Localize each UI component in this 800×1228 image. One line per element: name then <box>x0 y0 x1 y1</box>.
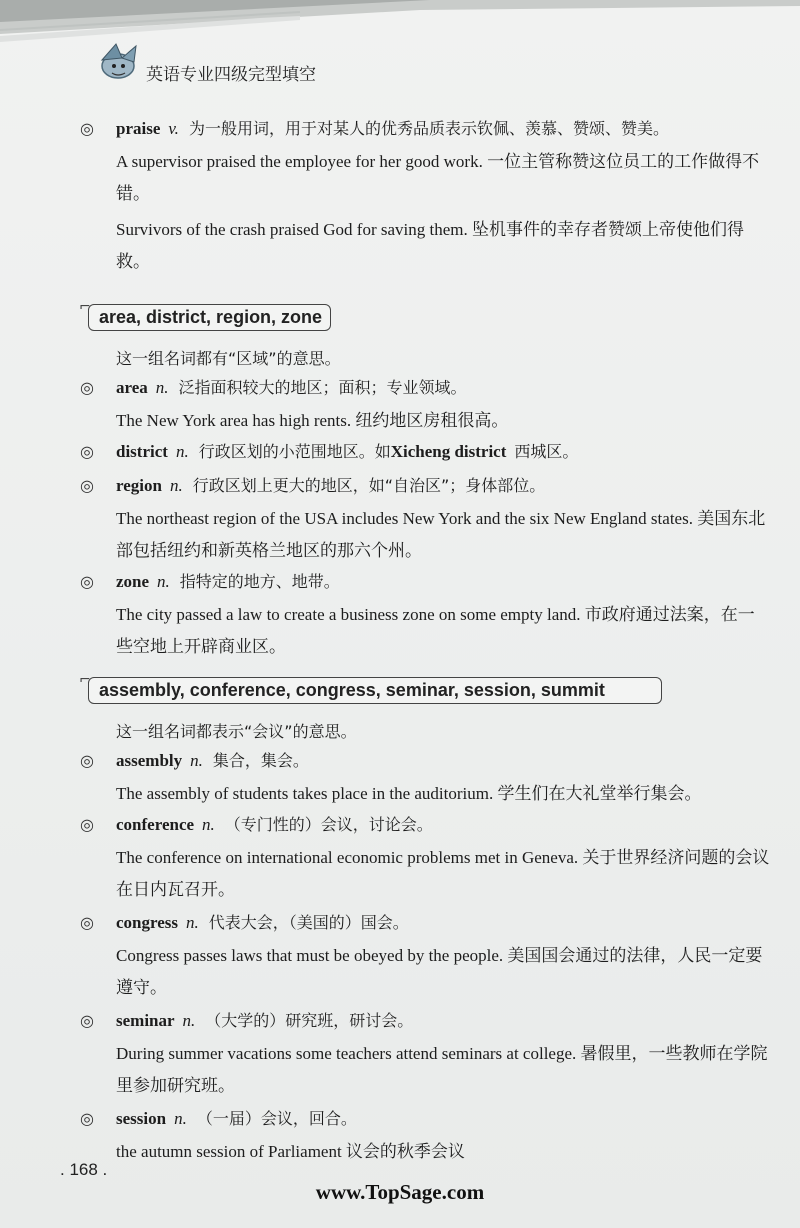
section-heading-area <box>79 299 770 331</box>
example-sentence: A supervisor praised the employee for her good work. 一位主管称赞这位员工的工作做得不错。 <box>116 152 760 203</box>
entry-pos: n. <box>157 572 170 591</box>
entry-pos: n. <box>175 442 189 461</box>
entry-definition: 行政区划的小范围地区。如 <box>198 442 391 461</box>
entry-definition: 指特定的地方、地带。 <box>179 572 340 591</box>
bullet-icon: ◎ <box>80 1011 94 1030</box>
example-sentence: Congress passes laws that must be obeyed by the people. 美国国会通过的法律，人民一定要遵守。 <box>116 946 763 997</box>
example-sentence: The city passed a law to create a business zone on some empty land. 市政府通过法案，在一些空地上开辟商业区。 <box>116 605 755 656</box>
entry-word: congress <box>116 913 179 932</box>
curl-icon: ⌐ <box>79 299 91 315</box>
section-heading-text: assembly, conference, congress, seminar, session, summit <box>99 680 605 700</box>
entry-word: seminar <box>116 1011 175 1030</box>
bullet-icon: ◎ <box>80 119 94 138</box>
example-sentence: Survivors of the crash praised God for saving them. 坠机事件的幸存者赞颂上帝使他们得救。 <box>116 220 744 271</box>
page-number: . 168 . <box>60 1160 108 1179</box>
bullet-icon: ◎ <box>80 815 94 834</box>
bullet-icon: ◎ <box>80 476 94 495</box>
entry-congress <box>80 910 770 936</box>
bullet-icon: ◎ <box>80 378 94 397</box>
entry-definition-term: Xicheng district <box>390 442 507 461</box>
curl-icon: ⌐ <box>79 672 91 688</box>
example-sentence: The northeast region of the USA includes New York and the six New England states. 美国东北部包括纽约和新英格兰地区的那六个州。 <box>116 509 766 560</box>
entry-district <box>80 439 770 465</box>
bullet-icon: ◎ <box>80 913 94 932</box>
entry-session <box>80 1106 770 1132</box>
entry-conference <box>80 812 770 838</box>
entry-pos: n. <box>182 1011 196 1030</box>
bullet-icon: ◎ <box>80 442 94 461</box>
entry-definition-tail: 西城区。 <box>514 442 579 461</box>
bullet-icon: ◎ <box>80 1109 94 1128</box>
entry-pos: v. <box>168 119 179 138</box>
example-sentence: The assembly of students takes place in the auditorium. 学生们在大礼堂举行集会。 <box>116 784 702 803</box>
section-intro: 这一组名词都表示“会议”的意思。 <box>116 722 357 741</box>
entry-definition: （一届）会议，回合。 <box>196 1109 357 1128</box>
entry-definition: （大学的）研究班，研讨会。 <box>205 1011 414 1030</box>
entry-pos: n. <box>169 476 183 495</box>
example-sentence: the autumn session of Parliament 议会的秋季会议 <box>116 1142 465 1161</box>
entry-definition: 代表大会，（美国的）国会。 <box>208 913 409 932</box>
entry-definition: 行政区划上更大的地区，如“自治区”；身体部位。 <box>192 476 546 495</box>
mascot-icon <box>92 40 142 84</box>
entry-assembly <box>80 748 770 774</box>
entry-word: zone <box>116 572 150 591</box>
entry-word: area <box>116 378 148 397</box>
bullet-icon: ◎ <box>80 572 94 591</box>
content <box>80 110 770 1168</box>
section-heading-text: area, district, region, zone <box>99 307 323 327</box>
entry-word: praise <box>116 119 161 138</box>
entry-word: session <box>116 1109 167 1128</box>
site-link[interactable]: www.TopSage.com <box>315 1180 485 1204</box>
entry-word: region <box>116 476 162 495</box>
entry-word: assembly <box>116 751 183 770</box>
entry-pos: n. <box>174 1109 187 1128</box>
entry-praise <box>80 116 770 278</box>
example-sentence: The conference on international economic problems met in Geneva. 关于世界经济问题的会议在日内瓦召开。 <box>116 848 770 899</box>
entry-pos: n. <box>155 378 169 397</box>
example-sentence: During summer vacations some teachers attend seminars at college. 暑假里，一些教师在学院里参加研究班。 <box>116 1044 768 1095</box>
entry-word: district <box>116 442 168 461</box>
entry-region <box>80 473 770 499</box>
entry-definition: 集合，集会。 <box>212 751 309 770</box>
entry-pos: n. <box>186 913 199 932</box>
entry-definition: 泛指面积较大的地区；面积；专业领域。 <box>178 378 467 397</box>
entry-area <box>80 375 770 401</box>
entry-word: conference <box>116 815 195 834</box>
section-intro: 这一组名词都有“区域”的意思。 <box>116 349 341 368</box>
entry-definition: （专门性的）会议，讨论会。 <box>224 815 433 834</box>
entry-seminar <box>80 1008 770 1034</box>
book-title: 英语专业四级完型填空 <box>146 65 316 85</box>
entry-zone <box>80 569 770 595</box>
example-sentence: The New York area has high rents. 纽约地区房租很高。 <box>116 411 509 430</box>
entry-definition: 为一般用词，用于对某人的优秀品质表示钦佩、羡慕、赞颂、赞美。 <box>188 119 669 138</box>
section-heading-meeting <box>79 672 770 704</box>
bullet-icon: ◎ <box>80 751 94 770</box>
entry-pos: n. <box>190 751 203 770</box>
entry-pos: n. <box>202 815 215 834</box>
